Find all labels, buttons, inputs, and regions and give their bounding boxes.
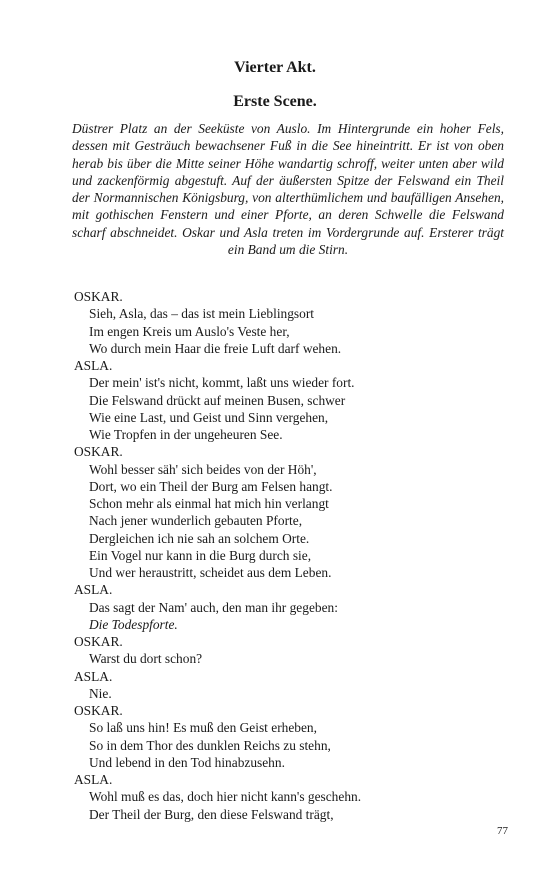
verse-line: Sieh, Asla, das – das ist mein Lieblingsort <box>89 306 315 322</box>
speaker-name: ASLA. <box>74 358 113 373</box>
speaker-name: ASLA. <box>74 772 113 787</box>
verse-line-italic: Die Todespforte. <box>89 616 178 632</box>
speaker-name: OSKAR. <box>74 444 123 460</box>
verse-line: Ein Vogel nur kann in die Burg durch sie, <box>89 547 312 563</box>
verse-line: So laß uns hin! Es muß den Geist erheben, <box>89 720 317 736</box>
verse-line: Wo durch mein Haar die freie Luft darf wehen. <box>89 340 342 356</box>
verse-line: Dergleichen ich nie sah an solchem Orte. <box>89 530 310 546</box>
speaker-name: ASLA. <box>74 582 113 598</box>
stage-direction: Düstrer Platz an der Seeküste von Auslo. Im Hintergrunde ein hoher Fels, dessen mit Gesträuch bewachsener Fuß in die See hineintritt. Er ist von oben herab bis über die Mitte seiner Höhe wandartig schroff, weiter unten aber wild und zackenförmig abgestuft. Auf der äußersten Spitze der Felswand ein Theil der Normannischen Königsburg, von alterthümlichem und baufälligen Ansehen, mit gothischen Fenstern und einer Pforte, an deren Schwelle die Felswand scharf abschneidet. Oskar und Asla treten im Vordergrunde auf. Ersterer trägt ein Band um die Stirn. <box>72 121 504 258</box>
verse-line: Das sagt der Nam' auch, den man ihr gegeben: <box>89 599 338 615</box>
speaker-name: OSKAR. <box>74 289 123 304</box>
verse-line: Wohl besser säh' sich beides von der Höh', <box>89 461 317 477</box>
verse-line: Der Theil der Burg, den diese Felswand trägt, <box>89 806 334 822</box>
verse-line: Wohl muß es das, doch hier nicht kann's geschehn. <box>89 789 362 805</box>
verse-line: Nach jener wunderlich gebauten Pforte, <box>89 513 303 529</box>
verse-line: Dort, wo ein Theil der Burg am Felsen hangt. <box>89 478 333 494</box>
verse-line: Im engen Kreis um Auslo's Veste her, <box>89 323 290 339</box>
verse-line: Wie eine Last, und Geist und Sinn vergehen, <box>89 409 329 425</box>
dialogue <box>74 288 514 823</box>
speaker-name: ASLA. <box>74 668 113 684</box>
verse-line: Warst du dort schon? <box>89 651 203 667</box>
page-number: 77 <box>497 825 508 837</box>
scene-title: Erste Scene. <box>233 93 317 110</box>
act-title: Vierter Akt. <box>234 59 316 76</box>
verse-line: Nie. <box>89 685 112 701</box>
verse-line: Wie Tropfen in der ungeheuren See. <box>89 427 283 442</box>
verse-line: Die Felswand drückt auf meinen Busen, schwer <box>89 392 346 408</box>
verse-line: Und wer heraustritt, scheidet aus dem Leben. <box>89 565 332 580</box>
verse-line: Der mein' ist's nicht, kommt, laßt uns wieder fort. <box>89 375 355 391</box>
speaker-name: OSKAR. <box>74 703 123 718</box>
verse-line: Schon mehr als einmal hat mich hin verlangt <box>89 496 329 511</box>
verse-line: So in dem Thor des dunklen Reichs zu stehn, <box>89 737 331 753</box>
verse-line: Und lebend in den Tod hinabzusehn. <box>89 754 285 770</box>
speaker-name: OSKAR. <box>74 634 123 649</box>
